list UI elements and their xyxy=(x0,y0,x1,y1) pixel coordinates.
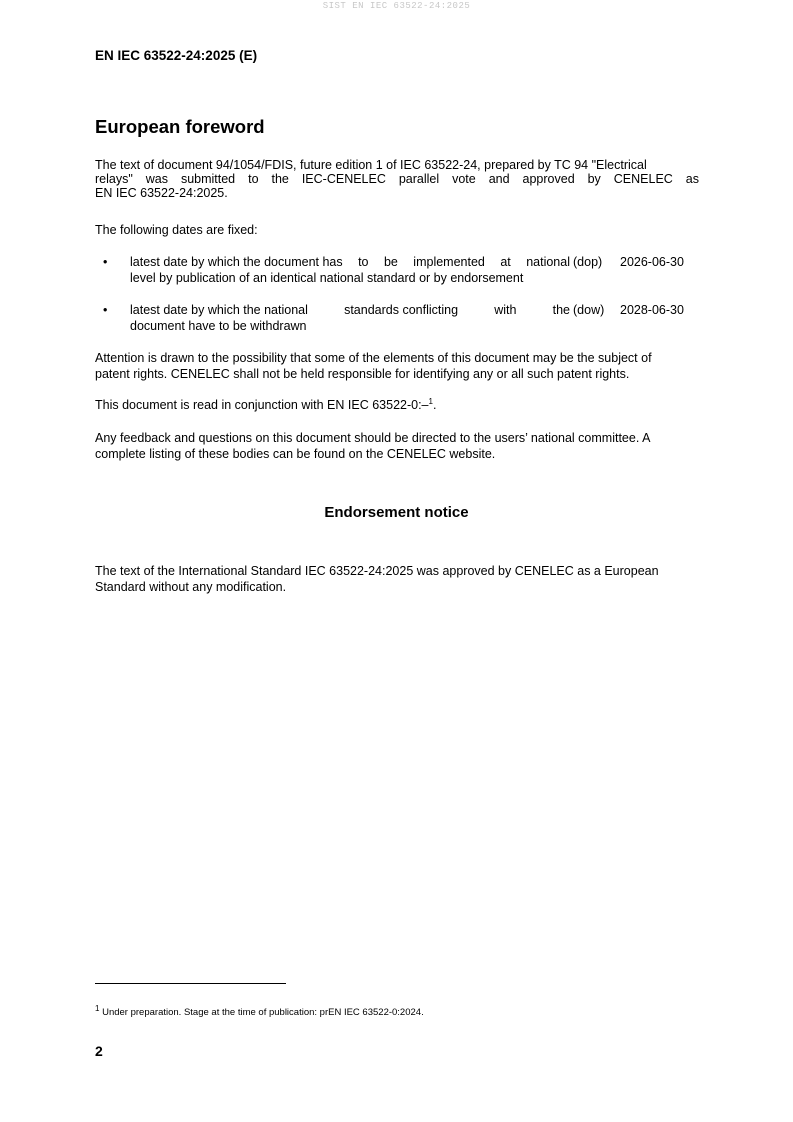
word: latest date by which the document has xyxy=(130,255,343,269)
date-abbreviation: (dop) xyxy=(573,255,603,269)
date-item-line xyxy=(130,254,570,270)
word: latest date by which the national xyxy=(130,303,308,317)
foreword-paragraph xyxy=(95,158,699,200)
word: be xyxy=(383,255,398,269)
paragraph-line: Attention is drawn to the possibility that some of the elements of this document may be the subject of xyxy=(95,351,652,365)
feedback-paragraph xyxy=(95,430,699,462)
conjunction-end: . xyxy=(432,398,437,412)
endorsement-paragraph xyxy=(95,563,699,595)
dates-intro: The following dates are fixed: xyxy=(95,223,258,237)
paragraph-line: The text of document 94/1054/FDIS, future edition 1 of IEC 63522-24, prepared by TC 94 "Electrical xyxy=(95,158,647,172)
date-item-text xyxy=(130,302,570,334)
footnote xyxy=(95,1003,424,1018)
footnote-reference[interactable]: 1 xyxy=(428,396,433,406)
date-list-item xyxy=(95,254,699,286)
footnote-text: Under preparation. Stage at the time of publication: prEN IEC 63522-0:2024. xyxy=(99,1007,424,1018)
word: implemented xyxy=(413,255,485,269)
foreword-title: European foreword xyxy=(95,116,265,137)
word: national xyxy=(526,255,570,269)
word: with xyxy=(494,303,517,317)
word: to xyxy=(358,255,369,269)
paragraph-line: complete listing of these bodies can be found on the CENELEC website. xyxy=(95,447,496,461)
watermark: SIST EN IEC 63522-24:2025 xyxy=(322,1,471,11)
date-item-text xyxy=(130,254,570,286)
bullet-symbol: • xyxy=(103,303,108,317)
word: at xyxy=(500,255,511,269)
date-abbreviation: (dow) xyxy=(573,303,605,317)
date-value: 2026-06-30 xyxy=(620,255,684,269)
paragraph-line: Standard without any modification. xyxy=(95,580,287,594)
date-item-line: level by publication of an identical national standard or by endorsement xyxy=(130,271,524,285)
date-item-line xyxy=(130,302,570,318)
date-value: 2028-06-30 xyxy=(620,303,684,317)
footnote-separator xyxy=(95,983,286,984)
date-list-item xyxy=(95,302,699,334)
bullet-symbol: • xyxy=(103,255,108,269)
paragraph-line: The text of the International Standard IEC 63522-24:2025 was approved by CENELEC as a European xyxy=(95,564,659,578)
paragraph-line: Any feedback and questions on this document should be directed to the users’ national committee. A xyxy=(95,431,651,445)
patent-paragraph xyxy=(95,350,699,382)
footnote-marker: 1 xyxy=(95,1003,100,1013)
conjunction-paragraph xyxy=(95,398,699,412)
word: standards conflicting xyxy=(344,303,459,317)
paragraph-line: patent rights. CENELEC shall not be held responsible for identifying any or all such patent rights. xyxy=(95,367,630,381)
paragraph-line: EN IEC 63522-24:2025. xyxy=(95,186,228,200)
conjunction-text: This document is read in conjunction with EN IEC 63522-0:– xyxy=(95,398,429,412)
endorsement-title: Endorsement notice xyxy=(324,504,469,521)
paragraph-line: relays" was submitted to the IEC-CENELEC parallel vote and approved by CENELEC as xyxy=(95,172,699,186)
word: the xyxy=(552,303,570,317)
document-id-header: EN IEC 63522-24:2025 (E) xyxy=(95,48,258,63)
date-item-line: document have to be withdrawn xyxy=(130,319,307,333)
page-number: 2 xyxy=(95,1043,103,1059)
